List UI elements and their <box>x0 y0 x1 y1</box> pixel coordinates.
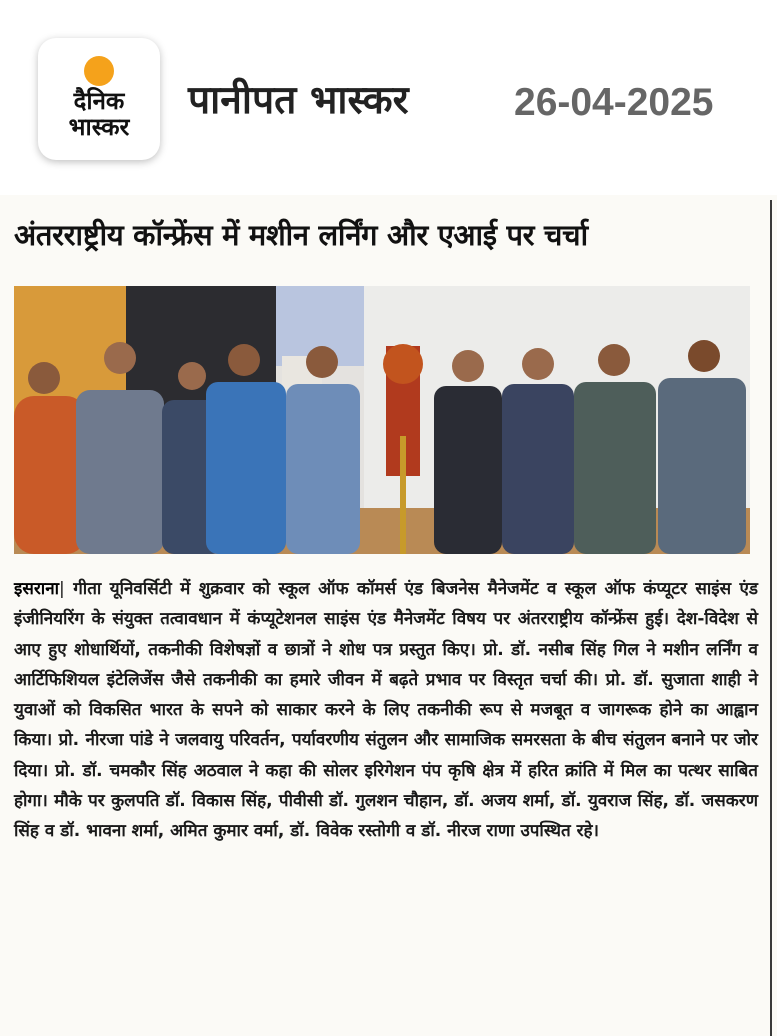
article-headline: अंतरराष्ट्रीय कॉन्फ्रेंस में मशीन लर्निंग और एआई पर चर्चा <box>14 218 588 252</box>
logo-line2: भास्कर <box>68 113 130 141</box>
dainik-bhaskar-logo <box>38 38 160 160</box>
publication-title: पानीपत भास्कर <box>188 78 409 123</box>
dateline: इसराना <box>14 579 60 599</box>
column-divider <box>770 200 772 1036</box>
article-body-text: गीता यूनिवर्सिटी में शुक्रवार को स्कूल ऑफ कॉमर्स एंड बिजनेस मैनेजमेंट व स्कूल ऑफ कंप्यूटर साइंस एंड इंजीनियरिंग के संयुक्त तत्वावधान में कंप्यूटेशनल साइंस एंड मैनेजमेंट विषय पर अंतरराष्ट्रीय कॉन्फ्रेंस हुई। देश-विदेश से आए हुए शोधार्थियों, तकनीकी विशेषज्ञों व छात्रों ने शोध पत्र प्रस्तुत किए। प्रो. डॉ. नसीब सिंह गिल ने मशीन लर्निंग व आर्टिफिशियल इंटेलिजेंस जैसे तकनीकी का हमारे जीवन में बढ़ते प्रभाव पर विस्तृत चर्चा की। प्रो. डॉ. सुजाता शाही ने युवाओं को विकसित भारत के सपने को साकार करने के लिए तकनीकी रूप से मजबूत व जागरूक होने का आह्वान किया। प्रो. नीरजा पांडे ने जलवायु परिवर्तन, पर्यावरणीय संतुलन और सामाजिक समरसता के बीच संतुलन बनाने पर जोर दिया। प्रो. डॉ. चमकौर सिंह अठवाल ने कहा की सोलर इरिगेशन पंप कृषि क्षेत्र में हरित क्रांति में मिल का पत्थर साबित होगा। मौके पर कुलपति डॉ. विकास सिंह, पीवीसी डॉ. गुलशन चौहान, डॉ. अजय शर्मा, डॉ. युवराज सिंह, डॉ. जसकरण सिंह व डॉ. भावना शर्मा, अमित कुमार वर्मा, डॉ. विवेक रस्तोगी व डॉ. नीरज राणा उपस्थित रहे। <box>14 579 758 842</box>
header <box>0 0 777 190</box>
article-body <box>14 574 758 847</box>
publication-date: 26-04-2025 <box>514 81 714 124</box>
logo-line1: दैनिक <box>73 87 125 115</box>
event-photo <box>14 286 750 554</box>
sun-icon <box>84 56 114 86</box>
dateline-separator: | <box>59 579 65 599</box>
